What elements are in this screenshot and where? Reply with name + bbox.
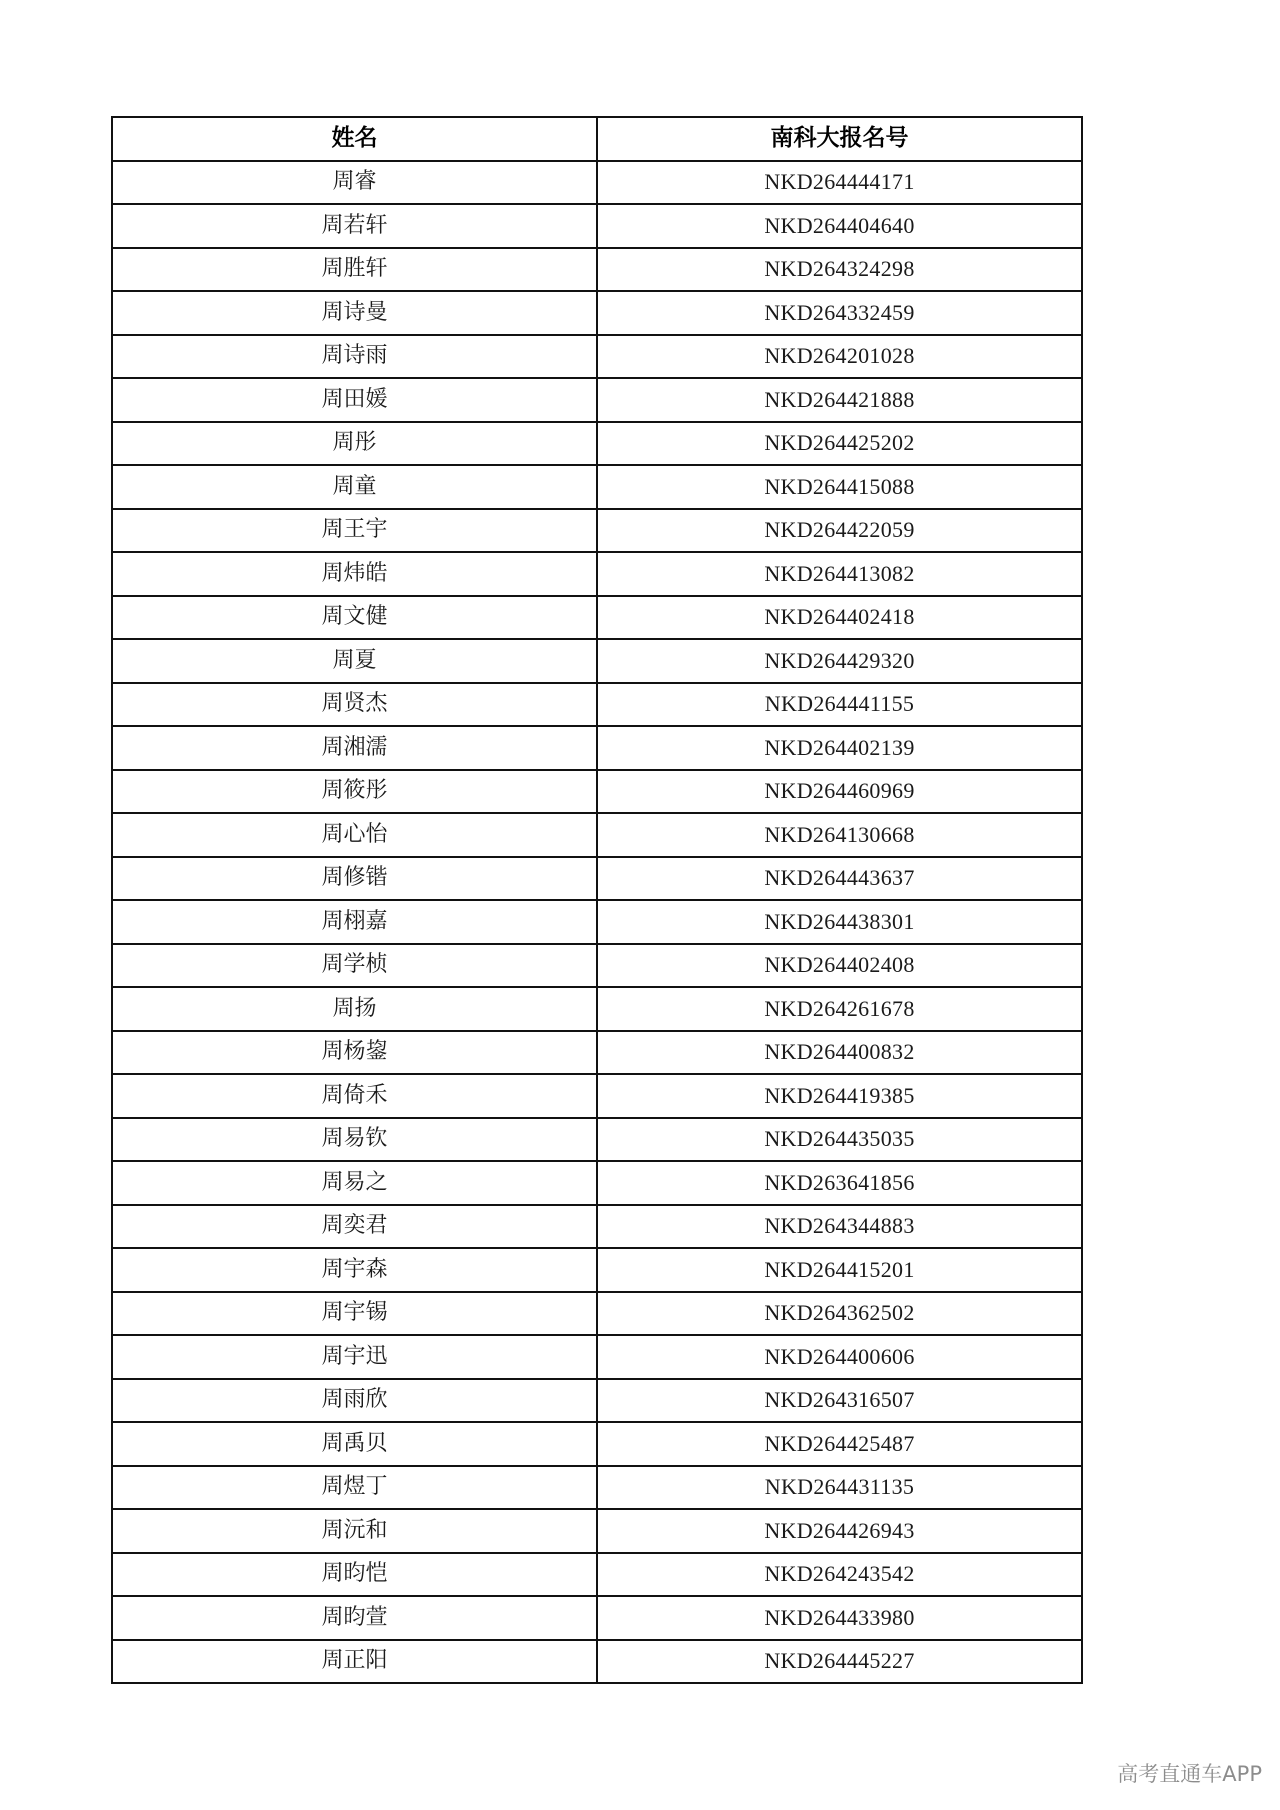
cell-registration-number: NKD264425202 — [597, 422, 1082, 466]
cell-student-name: 周炜皓 — [112, 552, 597, 596]
table-row — [112, 639, 1082, 683]
cell-registration-number: NKD264201028 — [597, 335, 1082, 379]
cell-registration-number: NKD264400606 — [597, 1335, 1082, 1379]
cell-registration-number: NKD264243542 — [597, 1553, 1082, 1597]
cell-student-name: 周湘濡 — [112, 726, 597, 770]
cell-registration-number: NKD264415201 — [597, 1248, 1082, 1292]
cell-registration-number: NKD264435035 — [597, 1118, 1082, 1162]
cell-registration-number: NKD264413082 — [597, 552, 1082, 596]
cell-registration-number: NKD264402139 — [597, 726, 1082, 770]
cell-registration-number: NKD264332459 — [597, 291, 1082, 335]
cell-registration-number: NKD264444171 — [597, 161, 1082, 205]
table-row — [112, 291, 1082, 335]
table-row — [112, 683, 1082, 727]
cell-registration-number: NKD264438301 — [597, 900, 1082, 944]
cell-registration-number: NKD264404640 — [597, 204, 1082, 248]
table-row — [112, 552, 1082, 596]
cell-registration-number: NKD264415088 — [597, 465, 1082, 509]
cell-registration-number: NKD264460969 — [597, 770, 1082, 814]
cell-student-name: 周彤 — [112, 422, 597, 466]
table-row — [112, 1118, 1082, 1162]
table-row — [112, 1509, 1082, 1553]
cell-student-name: 周诗雨 — [112, 335, 597, 379]
cell-student-name: 周宇森 — [112, 1248, 597, 1292]
cell-student-name: 周胜轩 — [112, 248, 597, 292]
admission-roster-table — [111, 116, 1083, 1684]
table-row — [112, 378, 1082, 422]
cell-registration-number: NKD264324298 — [597, 248, 1082, 292]
table-row — [112, 1074, 1082, 1118]
cell-registration-number: NKD264431135 — [597, 1466, 1082, 1510]
column-header-name: 姓名 — [112, 117, 597, 161]
table-row — [112, 1422, 1082, 1466]
cell-student-name: 周正阳 — [112, 1640, 597, 1684]
table-row — [112, 726, 1082, 770]
table-row — [112, 1292, 1082, 1336]
cell-registration-number: NKD264429320 — [597, 639, 1082, 683]
table-row — [112, 204, 1082, 248]
table-row — [112, 813, 1082, 857]
cell-registration-number: NKD264422059 — [597, 509, 1082, 553]
cell-student-name: 周昀恺 — [112, 1553, 597, 1597]
cell-student-name: 周宇迅 — [112, 1335, 597, 1379]
cell-student-name: 周筱彤 — [112, 770, 597, 814]
cell-registration-number: NKD264419385 — [597, 1074, 1082, 1118]
cell-student-name: 周童 — [112, 465, 597, 509]
cell-student-name: 周王宇 — [112, 509, 597, 553]
table-row — [112, 1466, 1082, 1510]
cell-student-name: 周禹贝 — [112, 1422, 597, 1466]
cell-student-name: 周栩嘉 — [112, 900, 597, 944]
cell-registration-number: NKD264316507 — [597, 1379, 1082, 1423]
table-row — [112, 422, 1082, 466]
table-row — [112, 1379, 1082, 1423]
cell-registration-number: NKD264426943 — [597, 1509, 1082, 1553]
cell-student-name: 周杨鋆 — [112, 1031, 597, 1075]
table-row — [112, 1161, 1082, 1205]
cell-student-name: 周贤杰 — [112, 683, 597, 727]
cell-registration-number: NKD264130668 — [597, 813, 1082, 857]
watermark-text: 高考直通车APP — [1117, 1762, 1262, 1786]
cell-student-name: 周心怡 — [112, 813, 597, 857]
cell-student-name: 周煜丁 — [112, 1466, 597, 1510]
cell-student-name: 周倚禾 — [112, 1074, 597, 1118]
cell-student-name: 周扬 — [112, 987, 597, 1031]
table-row — [112, 944, 1082, 988]
cell-registration-number: NKD264261678 — [597, 987, 1082, 1031]
table-row — [112, 1248, 1082, 1292]
cell-registration-number: NKD263641856 — [597, 1161, 1082, 1205]
cell-student-name: 周睿 — [112, 161, 597, 205]
cell-student-name: 周沅和 — [112, 1509, 597, 1553]
cell-registration-number: NKD264443637 — [597, 857, 1082, 901]
table-row — [112, 1640, 1082, 1684]
cell-registration-number: NKD264400832 — [597, 1031, 1082, 1075]
table-row — [112, 248, 1082, 292]
cell-registration-number: NKD264445227 — [597, 1640, 1082, 1684]
table-row — [112, 509, 1082, 553]
cell-student-name: 周诗曼 — [112, 291, 597, 335]
table-row — [112, 161, 1082, 205]
cell-registration-number: NKD264421888 — [597, 378, 1082, 422]
column-header-registration-number: 南科大报名号 — [597, 117, 1082, 161]
table-row — [112, 335, 1082, 379]
table-row — [112, 900, 1082, 944]
cell-student-name: 周田媛 — [112, 378, 597, 422]
cell-student-name: 周奕君 — [112, 1205, 597, 1249]
cell-student-name: 周宇锡 — [112, 1292, 597, 1336]
cell-student-name: 周修锴 — [112, 857, 597, 901]
table-body — [112, 161, 1082, 1684]
table-row — [112, 1205, 1082, 1249]
table-header-row — [112, 117, 1082, 161]
table-row — [112, 1553, 1082, 1597]
cell-registration-number: NKD264425487 — [597, 1422, 1082, 1466]
table-row — [112, 1031, 1082, 1075]
cell-student-name: 周若轩 — [112, 204, 597, 248]
cell-registration-number: NKD264441155 — [597, 683, 1082, 727]
table-row — [112, 770, 1082, 814]
table-row — [112, 1596, 1082, 1640]
cell-student-name: 周夏 — [112, 639, 597, 683]
cell-student-name: 周学桢 — [112, 944, 597, 988]
table-row — [112, 596, 1082, 640]
cell-registration-number: NKD264402418 — [597, 596, 1082, 640]
table-row — [112, 465, 1082, 509]
cell-registration-number: NKD264362502 — [597, 1292, 1082, 1336]
table-row — [112, 1335, 1082, 1379]
cell-registration-number: NKD264433980 — [597, 1596, 1082, 1640]
cell-student-name: 周易之 — [112, 1161, 597, 1205]
cell-registration-number: NKD264344883 — [597, 1205, 1082, 1249]
cell-registration-number: NKD264402408 — [597, 944, 1082, 988]
table-row — [112, 987, 1082, 1031]
cell-student-name: 周雨欣 — [112, 1379, 597, 1423]
cell-student-name: 周易钦 — [112, 1118, 597, 1162]
cell-student-name: 周昀萱 — [112, 1596, 597, 1640]
table-row — [112, 857, 1082, 901]
cell-student-name: 周文健 — [112, 596, 597, 640]
